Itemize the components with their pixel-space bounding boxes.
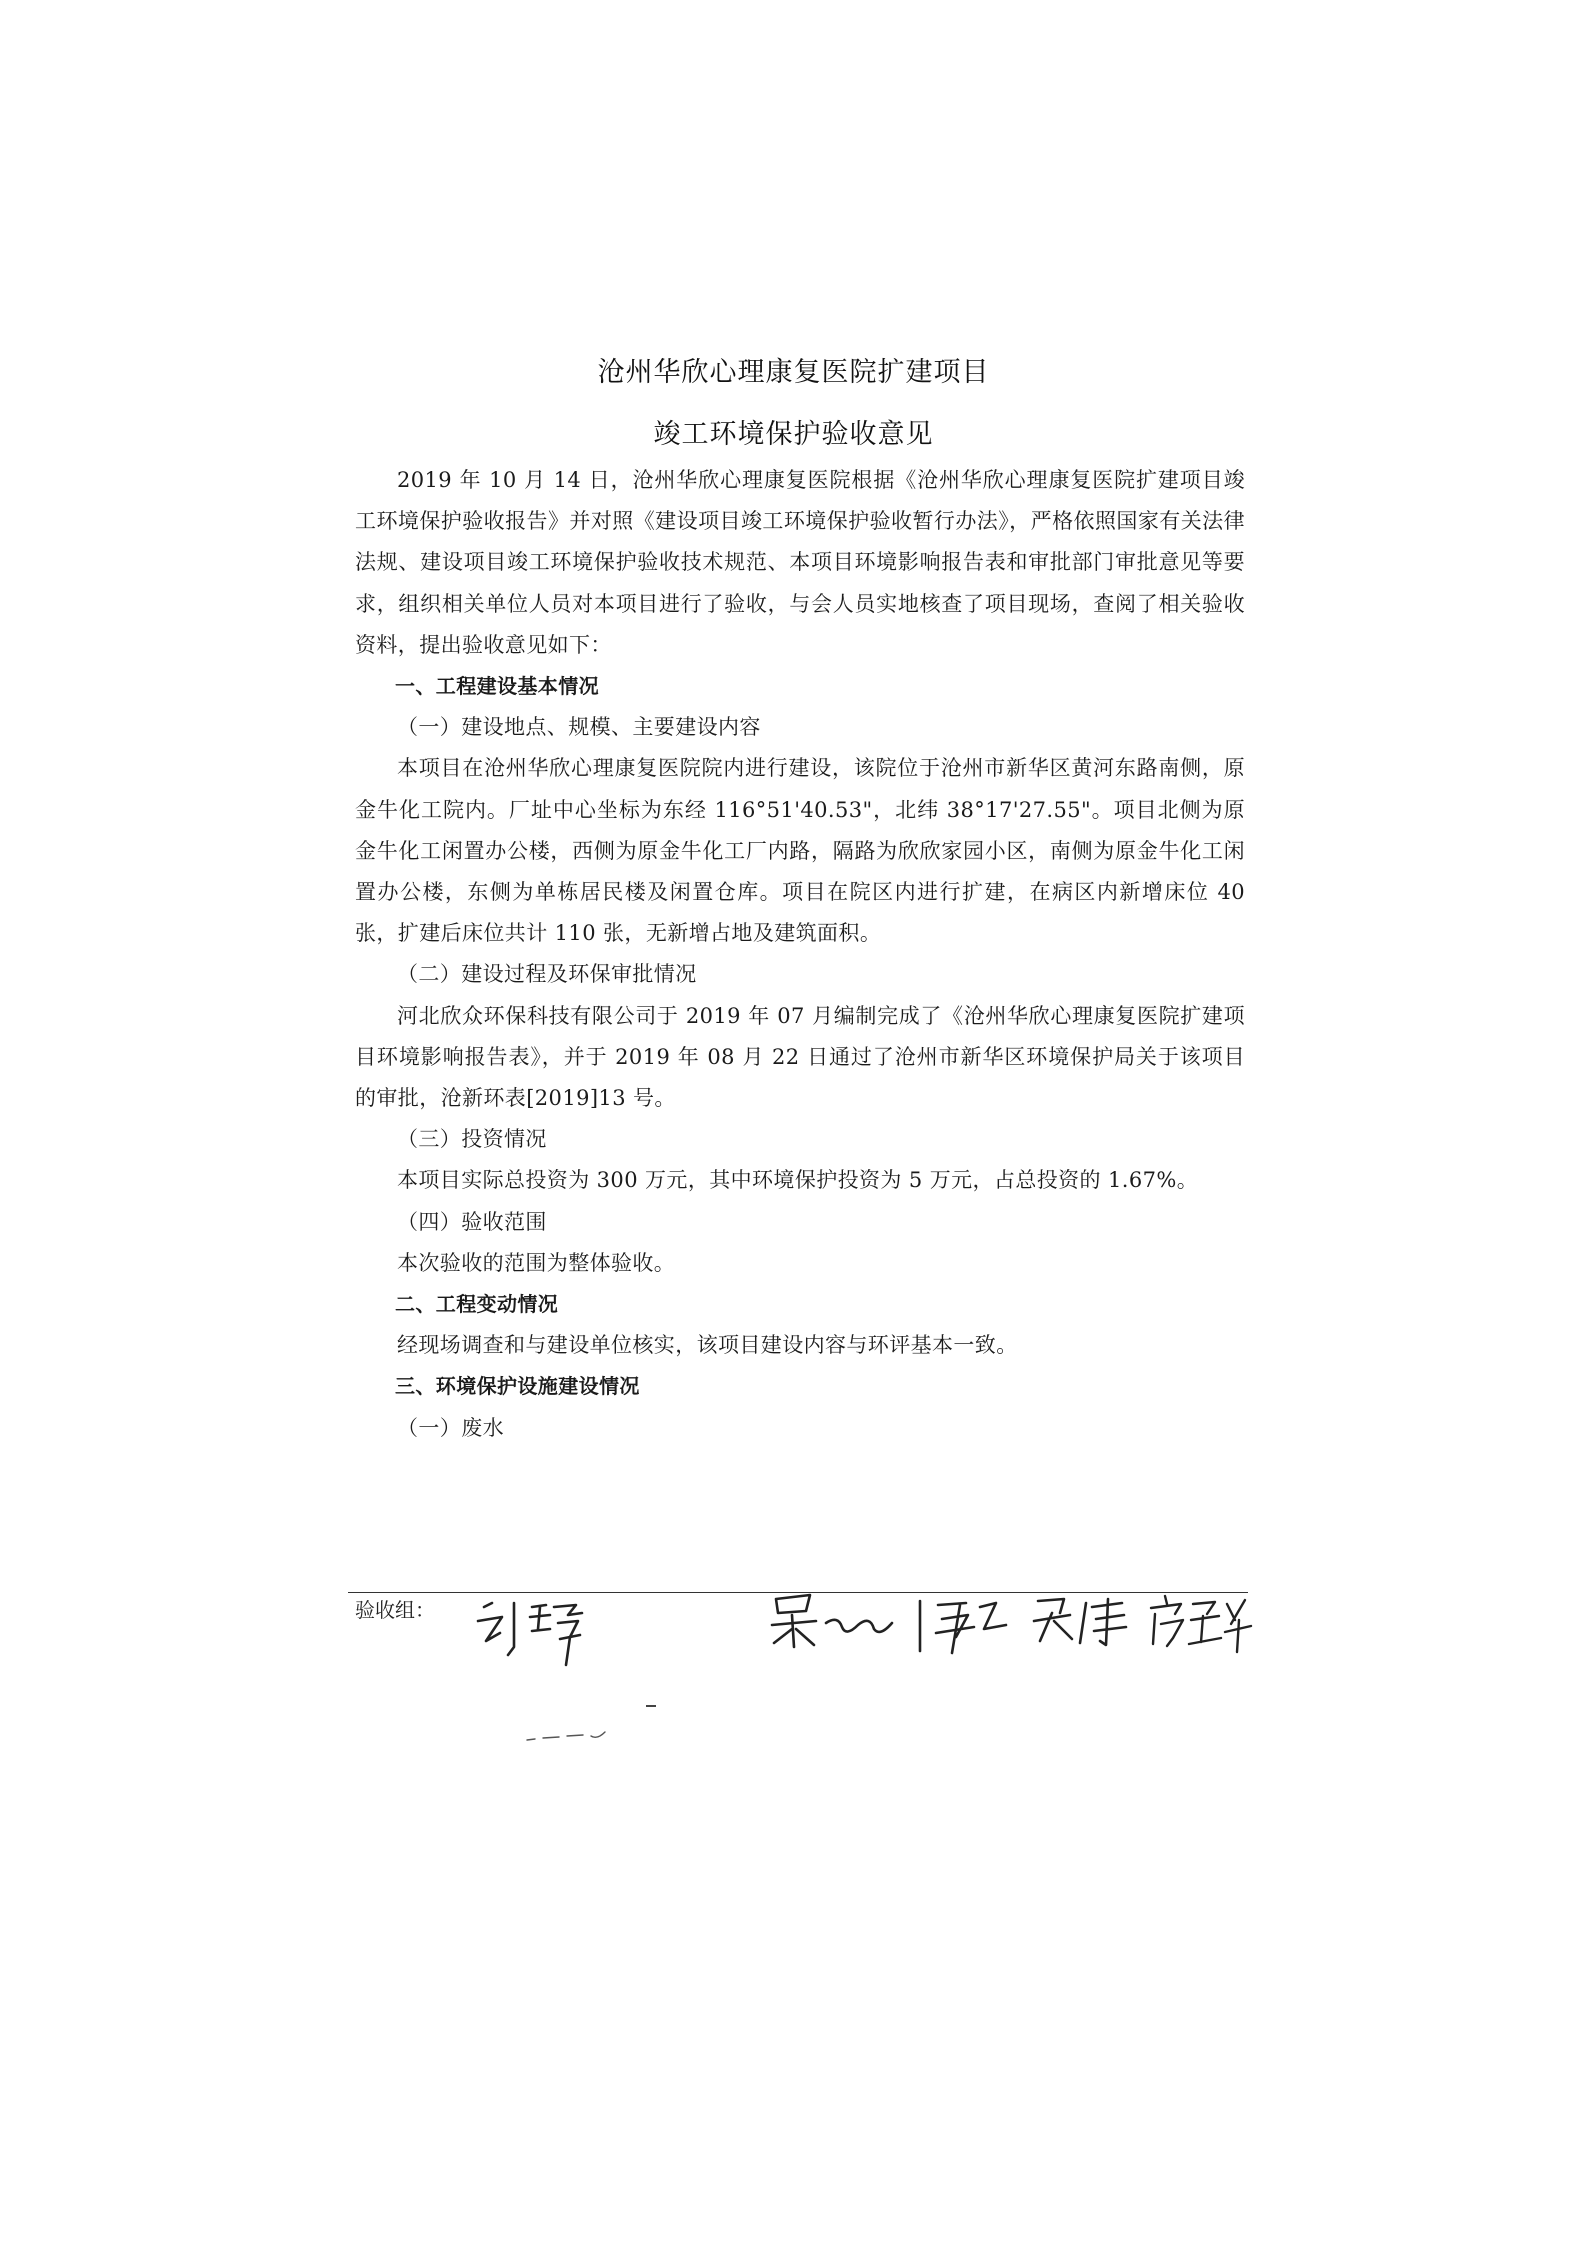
subsection-heading-1-4: （四）验收范围 — [397, 1209, 547, 1234]
handwritten-signature-2 — [770, 1585, 1020, 1665]
location-paragraph: 本项目在沧州华欣心理康复医院院内进行建设，该院位于沧州市新华区黄河东路南侧，原金牛化工院内。厂址中心坐标为东经 116°51'40.53"，北纬 38°17'27.55"。项目北侧为原金牛化工闲置办公楼，西侧为原金牛化工厂内路，隔路为欣欣家园小区，南侧为原金牛化工闲置办公楼，东侧为单栋居民楼及闲置仓库。项目在院区内进行扩建，在病区内新增床位 40 张，扩建后床位共计 110 张，无新增占地及建筑面积。 — [355, 756, 1245, 946]
document-subtitle: 竣工环境保护验收意见 — [653, 419, 934, 450]
investment-paragraph: 本项目实际总投资为 300 万元，其中环境保护投资为 5 万元，占总投资的 1.67%。 — [397, 1168, 1199, 1193]
stray-pen-mark — [525, 1726, 615, 1746]
document-body — [355, 460, 1245, 1449]
subsection-heading-1-2: （二）建设过程及环保审批情况 — [397, 962, 697, 987]
subsection-heading-3-1: （一）废水 — [397, 1415, 504, 1440]
handwritten-signature-4 — [1145, 1590, 1255, 1660]
subsection-heading-1-3: （三）投资情况 — [397, 1127, 547, 1152]
handwritten-signature-3 — [1030, 1585, 1140, 1655]
sign-label: 验收组： — [355, 1598, 435, 1622]
change-paragraph: 经现场调查和与建设单位核实，该项目建设内容与环评基本一致。 — [397, 1333, 1018, 1358]
scope-paragraph: 本次验收的范围为整体验收。 — [397, 1250, 676, 1275]
intro-paragraph: 2019 年 10 月 14 日，沧州华欣心理康复医院根据《沧州华欣心理康复医院扩建项目竣工环境保护验收报告》并对照《建设项目竣工环境保护验收暂行办法》，严格依照国家有关法律法规、建设项目竣工环境保护验收技术规范、本项目环境影响报告表和审批部门审批意见等要求，组织相关单位人员对本项目进行了验收，与会人员实地核查了项目现场，查阅了相关验收资料，提出验收意见如下： — [355, 468, 1245, 657]
document-title: 沧州华欣心理康复医院扩建项目 — [597, 357, 990, 388]
approval-paragraph: 河北欣众环保科技有限公司于 2019 年 07 月编制完成了《沧州华欣心理康复医院扩建项目环境影响报告表》，并于 2019 年 08 月 22 日通过了沧州市新华区环境保护局关于该项目的审批，沧新环表[2019]13 号。 — [355, 1003, 1245, 1111]
subsection-heading-1-1: （一）建设地点、规模、主要建设内容 — [397, 715, 761, 740]
section-heading-2: 二、工程变动情况 — [395, 1292, 559, 1317]
handwritten-signature-1 — [470, 1585, 600, 1685]
stray-mark — [646, 1705, 656, 1707]
section-heading-1: 一、工程建设基本情况 — [395, 674, 599, 699]
section-heading-3: 三、环境保护设施建设情况 — [395, 1374, 640, 1399]
